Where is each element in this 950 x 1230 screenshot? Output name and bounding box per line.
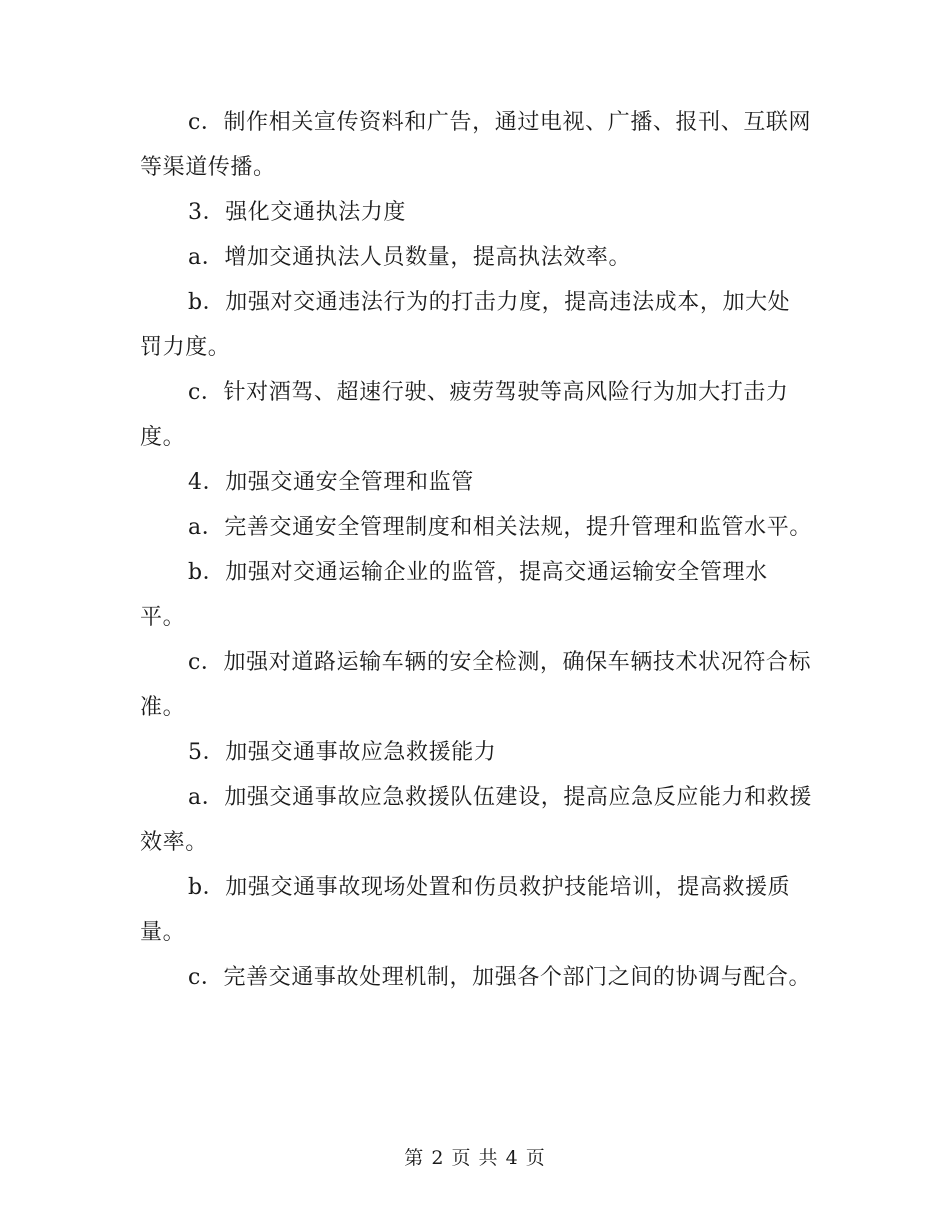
section-heading: 3．强化交通执法力度 [188,200,406,225]
page-label-suffix: 页 [525,1147,546,1169]
page-label-mid: 页 共 [451,1147,499,1169]
section-heading: 4．加强交通安全管理和监管 [188,470,474,495]
paragraph: b．加强交通事故现场处置和伤员救护技能培训，提高救援质量。 [140,875,791,945]
paragraph: c．针对酒驾、超速行驶、疲劳驾驶等高风险行为加大打击力度。 [140,380,789,450]
paragraph: a．增加交通执法人员数量，提高执法效率。 [188,245,632,270]
section-heading: 5．加强交通事故应急救援能力 [188,740,497,765]
paragraph: a．加强交通事故应急救援队伍建设，提高应急反应能力和救援效率。 [140,785,812,855]
page-label-prefix: 第 [404,1147,425,1169]
page-number-footer [0,1143,950,1173]
total-pages-number: 4 [505,1147,519,1169]
current-page-number: 2 [431,1147,445,1169]
paragraph: b．加强对交通违法行为的打击力度，提高违法成本，加大处罚力度。 [140,290,791,360]
paragraph: c．制作相关宣传资料和广告，通过电视、广播、报刊、互联网等渠道传播。 [140,110,812,180]
paragraph: c．完善交通事故处理机制，加强各个部门之间的协调与配合。 [188,965,812,990]
paragraph: b．加强对交通运输企业的监管，提高交通运输安全管理水平。 [140,560,768,630]
document-body [140,100,812,1000]
paragraph: a．完善交通安全管理制度和相关法规，提升管理和监管水平。 [188,515,812,540]
paragraph: c．加强对道路运输车辆的安全检测，确保车辆技术状况符合标准。 [140,650,812,720]
